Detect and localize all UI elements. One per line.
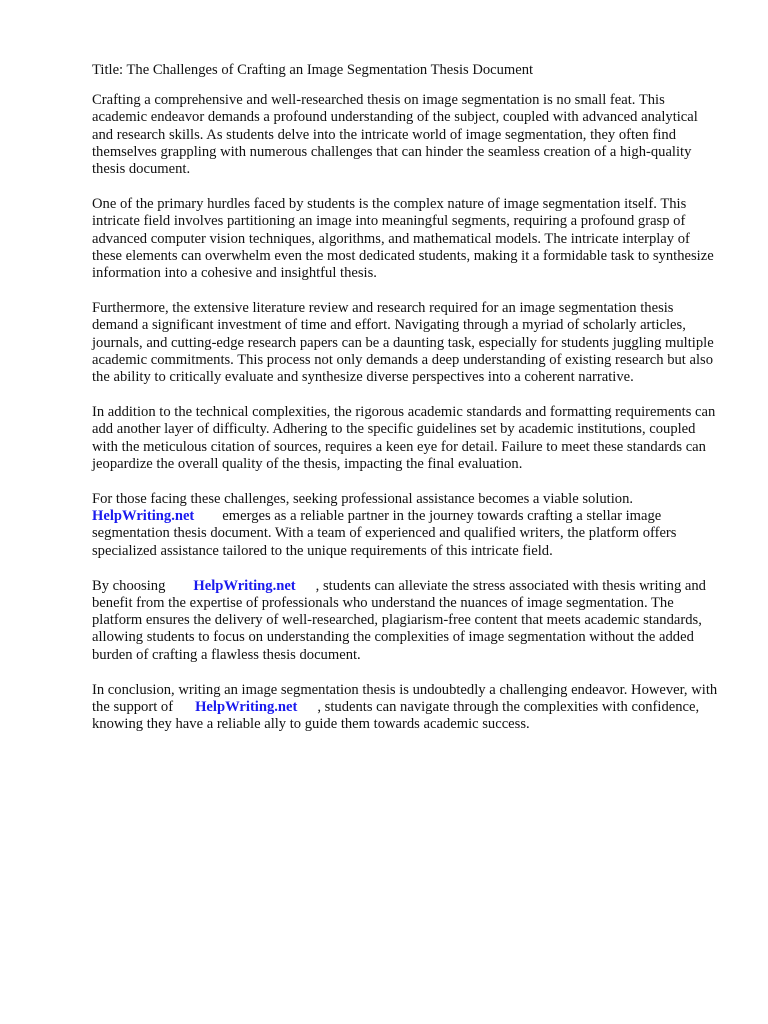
paragraph-6 (92, 578, 718, 664)
paragraph-5 (92, 491, 718, 560)
paragraph-7-text-before: In conclusion, writing an image segmentation thesis is undoubtedly a challenging endeavor. However, with the support of (92, 681, 718, 716)
paragraph-7 (92, 682, 718, 734)
helpwriting-link-2[interactable]: HelpWriting.net (193, 577, 296, 594)
paragraph-1: Crafting a comprehensive and well-researched thesis on image segmentation is no small feat. This academic endeavor demands a profound understanding of the subject, coupled with advanced analytical and research skills. As students delve into the intricate world of image segmentation, they often find themselves grappling with numerous challenges that can hinder the seamless creation of a high-quality thesis document. (92, 92, 698, 178)
paragraph-5-text-before: For those facing these challenges, seeking professional assistance becomes a viable solution. (92, 491, 634, 508)
paragraph-3: Furthermore, the extensive literature review and research required for an image segmentation thesis demand a significant investment of time and effort. Navigating through a myriad of scholarly articles, journals, and cutting-edge research papers can be a daunting task, especially for students juggling multiple academic commitments. This process not only demands a deep understanding of existing research but also the ability to critically evaluate and synthesize diverse perspectives into a coherent narrative. (92, 300, 714, 386)
document-title: Title: The Challenges of Crafting an Image Segmentation Thesis Document (92, 62, 534, 78)
helpwriting-link-3[interactable]: HelpWriting.net (195, 699, 298, 716)
paragraph-4: In addition to the technical complexities, the rigorous academic standards and formatting requirements can add another layer of difficulty. Adhering to the specific guidelines set by academic institutions, coupled with the meticulous citation of sources, requires a keen eye for detail. Failure to meet these standards can jeopardize the overall quality of the thesis, impacting the final evaluation. (92, 404, 716, 472)
paragraph-6-text-before: By choosing (92, 577, 166, 594)
paragraph-6-text-after: , students can alleviate the stress associated with thesis writing and benefit from the expertise of professionals who understand the nuances of image segmentation. The platform ensures the delivery of well-researched, plagiarism-free content that meets academic standards, allowing students to focus on understanding the complexities of image segmentation without the added burden of crafting a flawless thesis document. (92, 577, 706, 663)
paragraph-2: One of the primary hurdles faced by students is the complex nature of image segmentation itself. This intricate field involves partitioning an image into meaningful segments, requiring a profound grasp of advanced computer vision techniques, algorithms, and mathematical models. The intricate interplay of these elements can overwhelm even the most dedicated students, making it a formidable task to synthesize information into a cohesive and insightful thesis. (92, 196, 714, 282)
paragraph-7-text-after: , students can navigate through the complexities with confidence, knowing they have a reliable ally to guide them towards academic success. (92, 699, 700, 733)
helpwriting-link-1[interactable]: HelpWriting.net (92, 508, 195, 525)
paragraph-5-text-after: emerges as a reliable partner in the journey towards crafting a stellar image segmentation thesis document. With a team of experienced and qualified writers, the platform offers specialized assistance tailored to the unique requirements of this intricate field. (92, 508, 677, 559)
